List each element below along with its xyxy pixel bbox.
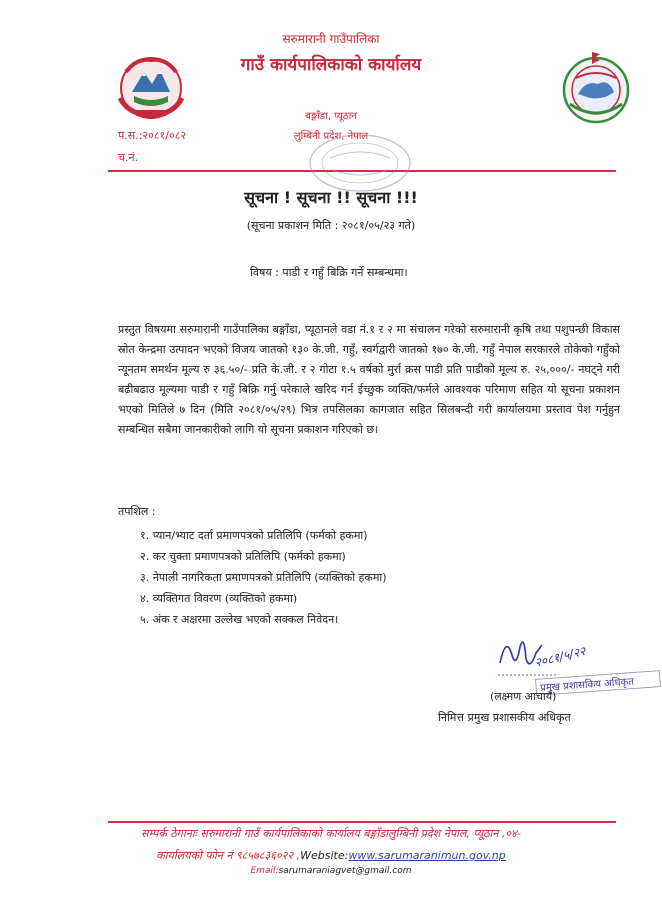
- signature-date: २०८१/५/२२: [533, 643, 587, 670]
- list-item: १. प्यान/भ्याट दर्ता प्रमाणपत्रको प्रतिलिपि (फर्मको हकमा): [140, 529, 368, 542]
- publish-date: (सूचना प्रकाशन मिति : २०८१/०५/२३ गते): [246, 219, 416, 232]
- list-item: ५. अंक र अक्षरमा उल्लेख भएको सक्कल निवेदन।: [140, 613, 339, 626]
- reference-number: प.स.:२०८१/०८२: [118, 129, 187, 142]
- email-label: Email:: [250, 866, 279, 876]
- office-title: गाउँ कार्यपालिकाको कार्यालय: [240, 55, 422, 75]
- list-item: ४. व्यक्तिगत विवरण (व्यक्तिको हकमा): [140, 592, 298, 605]
- footer-divider: [108, 821, 616, 823]
- signer-name: (लक्ष्मण आचार्य): [490, 690, 557, 703]
- website-link[interactable]: www.sarumaranimun.gov.np: [348, 849, 506, 862]
- list-item: ३. नेपाली नागरिकता प्रमाणपत्रको प्रतिलिपि (व्यक्तिको हकमा): [140, 571, 387, 584]
- footer-phone: कार्यालयको फोन नं ९८५७८३६०२२ ,: [156, 849, 301, 862]
- footer-email-line: [0, 866, 662, 876]
- office-province: लुम्बिनी प्रदेश, नेपाल: [293, 131, 369, 142]
- signer-title: निमित्त प्रमुख प्रशासकीय अधिकृत: [438, 711, 571, 724]
- notice-title: सूचना ! सूचना !! सूचना !!!: [244, 188, 418, 207]
- municipality-name: सरुमारानी गाउँपालिका: [282, 32, 380, 46]
- details-list: [140, 525, 387, 630]
- list-item: २. कर चुक्ता प्रमाणपत्रको प्रतिलिपि (फर्मको हकमा): [140, 550, 346, 563]
- website-label: Website:: [300, 849, 349, 862]
- footer-phone-line: [0, 848, 662, 863]
- signature-stamp-text: प्रमुख प्रशासकिय अधिकृत: [539, 676, 635, 695]
- notice-body: प्रस्तुत विषयमा सरुमारानी गाउँपालिका बङ्गाँडा, प्यूठानले वडा नं.१ र २ मा संचालन गरेको सरुमारानी कृषि तथा पशुपन्छी विकास स्रोत केन्द्रमा उत्पादन भएको विजय जातको १३० के.जी. गहुँ, स्वर्गद्वारी जातको १७० के.जी. गहुँ नेपाल सरकारले तोकेको गहुँको न्यूनतम समर्थन मूल्य रु ३६.५०/- प्रति के.जी. र २ गोटा १.५ वर्षको मुर्रा क्रस पाडी प्रति पाडीको मूल्य रु. २५,०००/- नघट्ने गरी बढीबढाउ मूल्यमा पाडी र गहुँ बिक्रि गर्नु परेकाले खरिद गर्न ईच्छुक व्यक्ति/फर्मले आवश्यक परिमाण सहित यो सूचना प्रकाशन भएको मितिले ७ दिन (मिति २०८१/०५/२९) भित्र तपसिलका कागजात सहित सिलबन्दी गरी कार्यालयमा प्रस्ताव पेश गर्नुहुन सम्बन्धित सबैमा जानकारीको लागि यो सूचना प्रकाशन गरिएको छ।: [118, 323, 620, 436]
- dispatch-number: च.नं.: [118, 151, 139, 164]
- office-address: बङ्गाँडा, प्यूठान: [305, 111, 357, 122]
- notice-subject: विषय : पाडी र गहुँ बिक्रि गर्ने सम्बन्धमा।: [250, 266, 408, 279]
- footer-contact: सम्पर्क ठेगानाः सरुमारानी गाउँ कार्यपालिकाको कार्यालय बङ्गाँडालुम्बिनी प्रदेश नेपाल, प्यूठान ,०४-: [141, 827, 521, 840]
- details-label: तपशिल :: [118, 505, 156, 518]
- signature-stamp: [496, 625, 662, 695]
- email-address[interactable]: sarumaraniagvet@gmail.com: [278, 866, 412, 876]
